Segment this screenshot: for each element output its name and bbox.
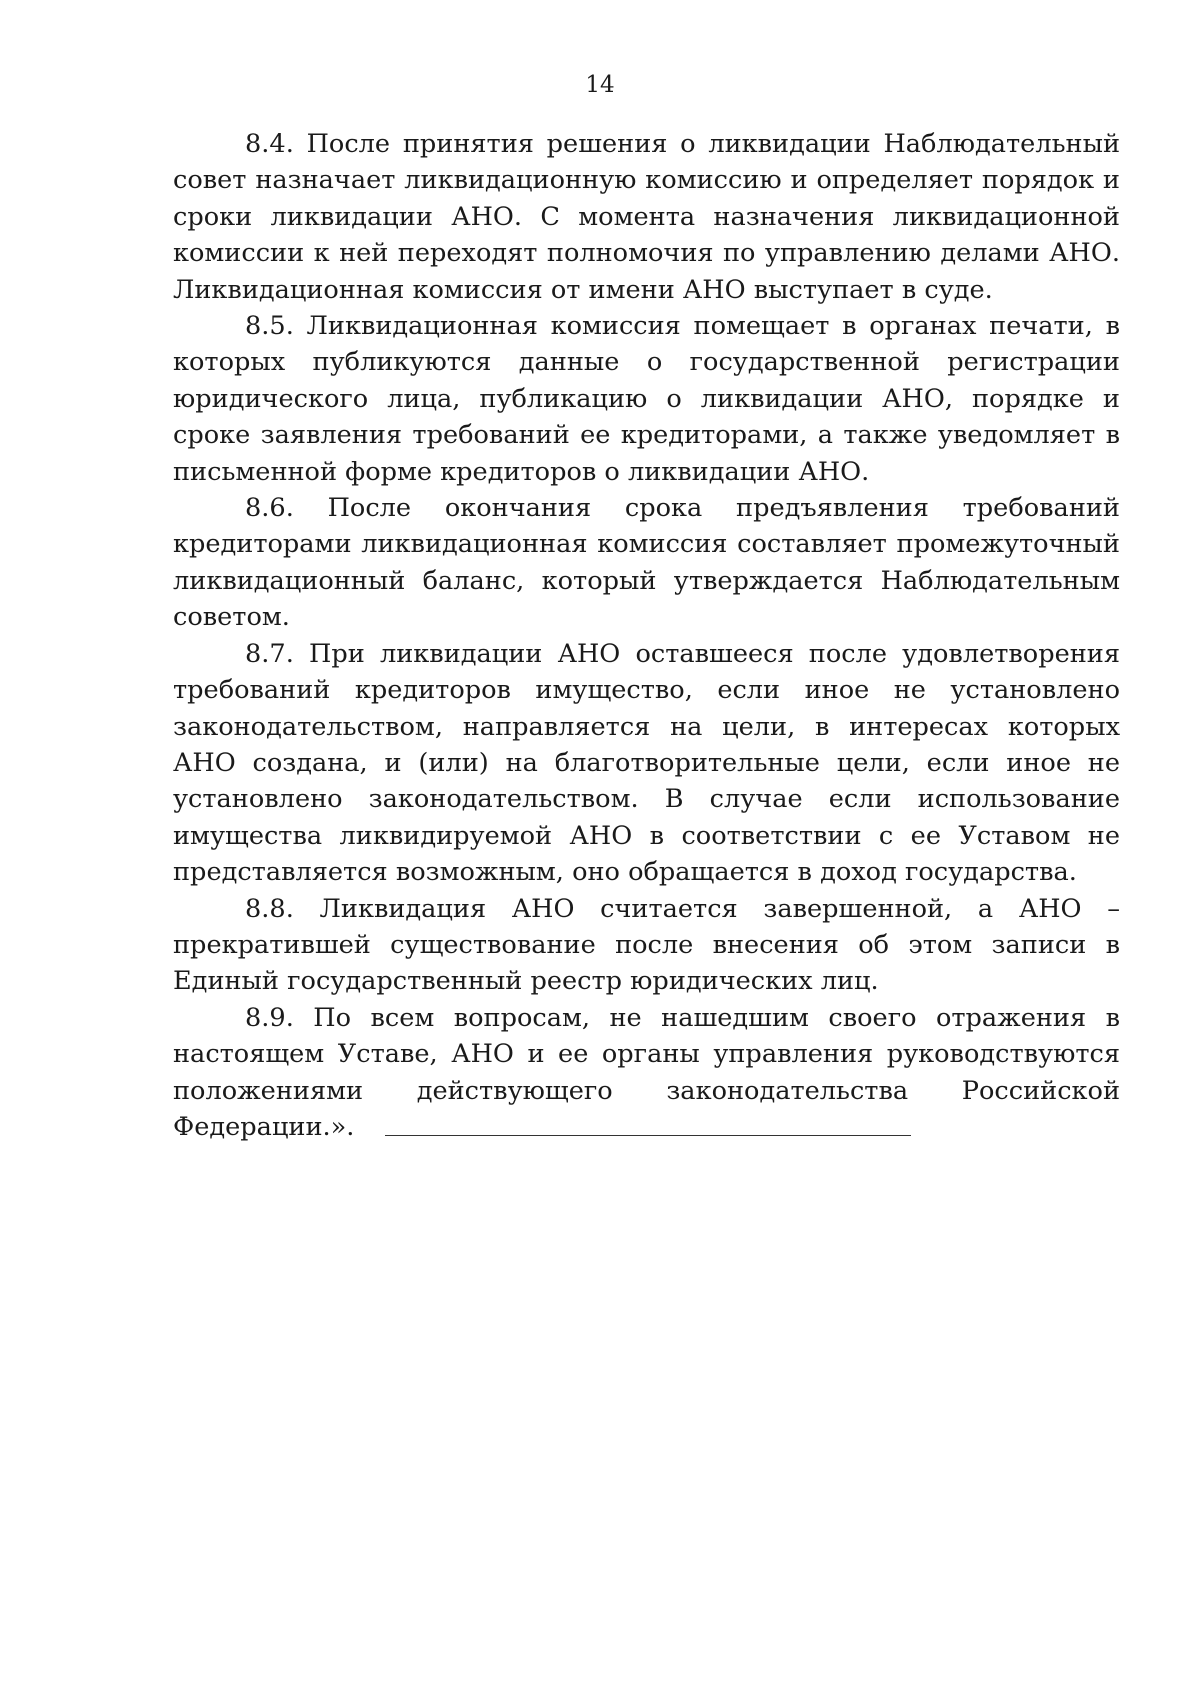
paragraph-8-4: 8.4. После принятия решения о ликвидации Наблюдательный совет назначает ликвидационную комиссию и определяет порядок и сроки ликвидации АНО. С момента назначения ликвидационной комиссии к ней переходят полномочия по управлению делами АНО. Ликвидационная комиссия от имени АНО выступает в суде. [173,129,1120,305]
paragraph-8-7: 8.7. При ликвидации АНО оставшееся после удовлетворения требований кредиторов имущество, если иное не установлено законодательством, направляется на цели, в интересах которых АНО создана, и (или) на благотворительные цели, если иное не установлено законодательством. В случае если использование имущества ликвидируемой АНО в соответствии с ее Уставом не представляется возможным, оно обращается в доход государства. [173,638,1120,888]
paragraph-8-8: 8.8. Ликвидация АНО считается завершенной, а АНО – прекратившей существование после внесения об этом записи в Единый государственный реестр юридических лиц. [173,893,1120,997]
end-separator-line [385,1135,911,1136]
document-body [173,126,1120,1145]
paragraph-8-9: 8.9. По всем вопросам, не нашедшим своего отражения в настоящем Уставе, АНО и ее органы управления руководствуются положениями действующего законодательства Российской Федерации.». [173,1002,1120,1142]
paragraph-8-5: 8.5. Ликвидационная комиссия помещает в органах печати, в которых публикуются данные о государственной регистрации юридического лица, публикацию о ликвидации АНО, порядке и сроке заявления требований ее кредиторами, а также уведомляет в письменной форме кредиторов о ликвидации АНО. [173,311,1120,487]
page-number: 14 [585,72,615,98]
paragraph-8-6: 8.6. После окончания срока предъявления требований кредиторами ликвидационная комиссия составляет промежуточный ликвидационный баланс, который утверждается Наблюдательным советом. [173,493,1120,633]
